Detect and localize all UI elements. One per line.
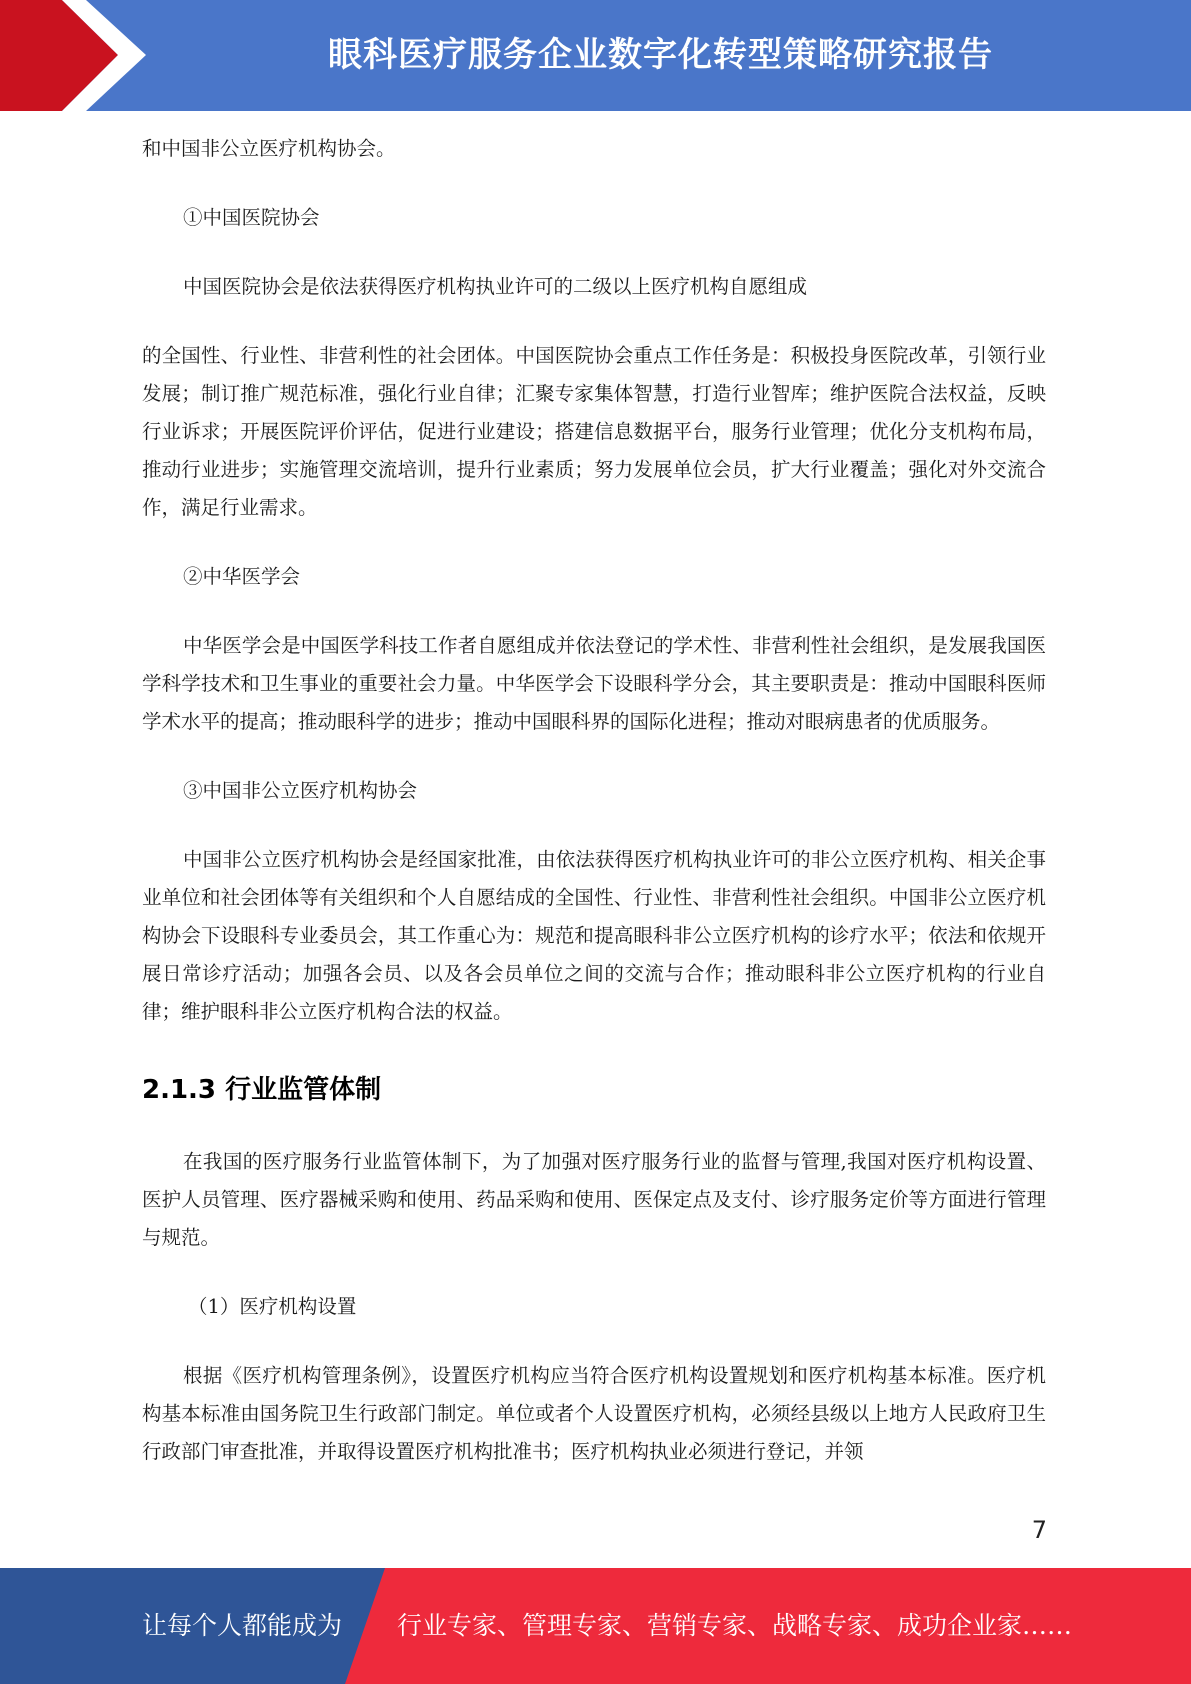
paragraph: 中国非公立医疗机构协会是经国家批准，由依法获得医疗机构执业许可的非公立医疗机构、相关企事业单位和社会团体等有关组织和个人自愿结成的全国性、行业性、非营利性社会组织。中国非公立医疗机构协会下设眼科专业委员会，其工作重心为：规范和提高眼科非公立医疗机构的诊疗水平；依法和依规开展日常诊疗活动；加强各会员、以及各会员单位之间的交流与合作；推动眼科非公立医疗机构的行业自律；维护眼科非公立医疗机构合法的权益。 [142,848,1046,1023]
paragraph: 中华医学会是中国医学科技工作者自愿组成并依法登记的学术性、非营利性社会组织，是发展我国医学科学技术和卫生事业的重要社会力量。中华医学会下设眼科学分会，其主要职责是：推动中国眼科医师学术水平的提高；推动眼科学的进步；推动中国眼科界的国际化进程；推动对眼病患者的优质服务。 [142,634,1046,733]
paragraph: 根据《医疗机构管理条例》，设置医疗机构应当符合医疗机构设置规划和医疗机构基本标准。医疗机构基本标准由国务院卫生行政部门制定。单位或者个人设置医疗机构，必须经县级以上地方人民政府卫生行政部门审查批准，并取得设置医疗机构批准书；医疗机构执业必须进行登记，并领 [142,1364,1046,1463]
footer-slogan-left: 让每个人都能成为 [142,1611,343,1640]
subsection-label: ①中国医院协会 [183,206,320,229]
footer-slogan-right: 行业专家、管理专家、营销专家、战略专家、成功企业家…… [397,1611,1073,1640]
page-footer [0,1568,1191,1684]
subsection-label: ②中华医学会 [183,565,301,588]
header-arrow-decoration [0,0,160,111]
page-number: 7 [1031,1516,1047,1544]
subsection-label: （1）医疗机构设置 [188,1295,357,1318]
report-title: 眼科医疗服务企业数字化转型策略研究报告 [328,35,993,75]
paragraph: 中国医院协会是依法获得医疗机构执业许可的二级以上医疗机构自愿组成 [183,275,808,298]
paragraph: 在我国的医疗服务行业监管体制下，为了加强对医疗服务行业的监督与管理,我国对医疗机构设置、医护人员管理、医疗器械采购和使用、药品采购和使用、医保定点及支付、诊疗服务定价等方面进行管理与规范。 [142,1150,1046,1249]
subsection-label: ③中国非公立医疗机构协会 [183,779,418,802]
paragraph: 的全国性、行业性、非营利性的社会团体。中国医院协会重点工作任务是：积极投身医院改革，引领行业发展；制订推广规范标准，强化行业自律；汇聚专家集体智慧，打造行业智库；维护医院合法权益，反映行业诉求；开展医院评价评估，促进行业建设；搭建信息数据平台，服务行业管理；优化分支机构布局，推动行业进步；实施管理交流培训，提升行业素质；努力发展单位会员，扩大行业覆盖；强化对外交流合作，满足行业需求。 [142,344,1046,519]
page-header [0,0,1191,111]
section-heading: 2.1.3 行业监管体制 [142,1075,382,1105]
paragraph: 和中国非公立医疗机构协会。 [142,137,396,160]
document-body [142,130,1046,1471]
